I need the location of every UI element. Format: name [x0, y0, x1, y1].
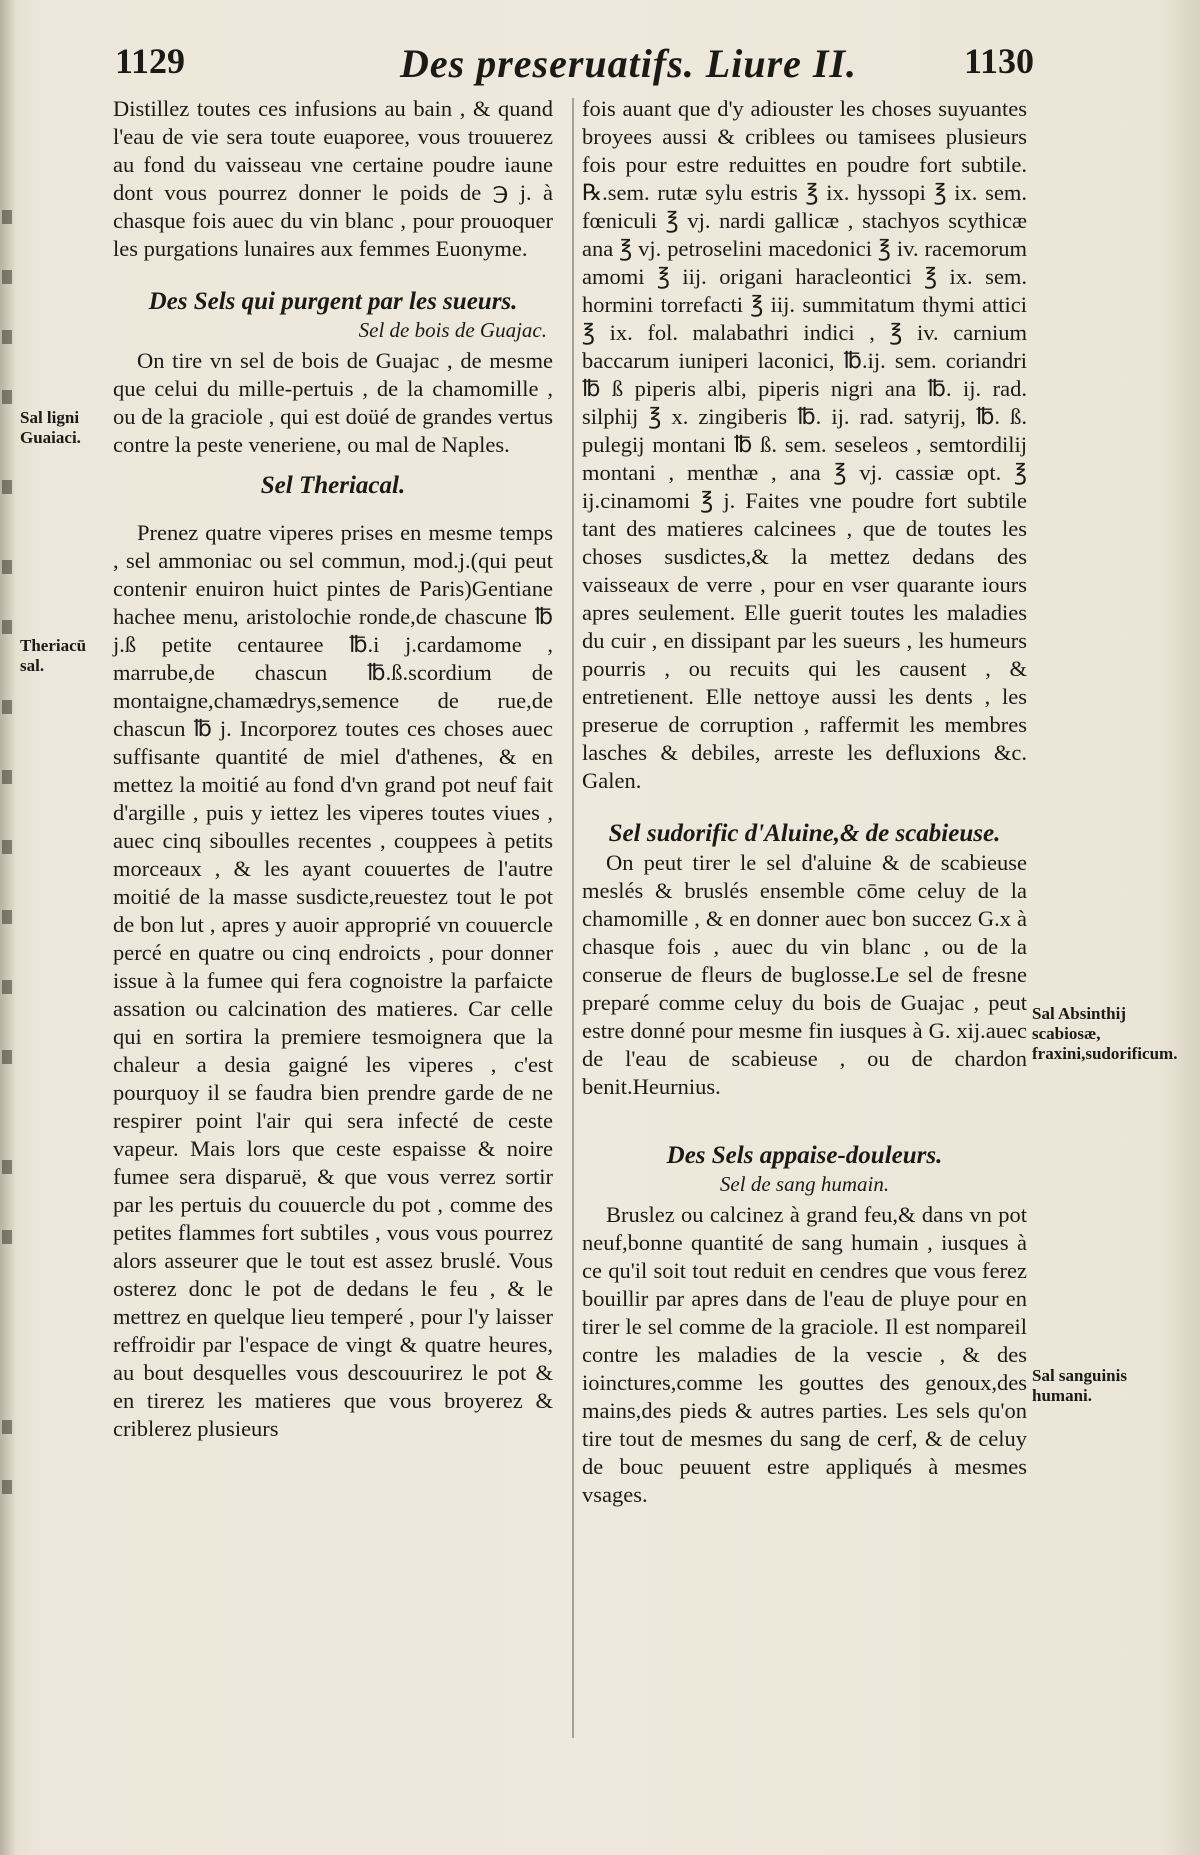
page-number-left: 1129	[115, 41, 186, 81]
running-head	[110, 40, 1034, 90]
margin-note-theriacum: Theriacū sal.	[20, 636, 87, 675]
section-subheading: Sel de bois de Guajac.	[358, 318, 547, 342]
column-divider	[572, 98, 574, 1738]
margin-note-sanguinis: Sal sanguinis humani.	[1032, 1366, 1127, 1405]
paragraph: fois auant que d'y adiouster les choses suyuantes broyees aussi & criblees ou tamisees plusieurs fois pour estre reduittes en poudre fort subtile. ℞.sem. rutæ sylu estris ℥ ix. hyssopi ℥ ix. sem. fœniculi ℥ vj. nardi gallicæ , stachyos scythicæ ana ℥ vj. petroselini macedonici ℥ iv. racemorum amomi ℥ iij. origani haracleontici ℥ ix. sem. hormini torrefacti ℥ iij. summitatum thymi attici ℥ ix. fol. malabathri indici , ℥ iv. carnium baccarum iuniperi laconici, ℔.ij. sem. coriandri ℔ ß piperis albi, piperis nigri ana ℔. ij. rad. silphij ℥ x. zingiberis ℔. ij. rad. satyrij, ℔. ß. pulegij montani ℔ ß. sem. seseleos , semtordilij montani , menthæ , ana ℥ vj. cassiæ opt. ℥ ij.cinamomi ℥ j. Faites vne poudre fort subtile tant des matieres calcinees , que de toutes les choses susdictes,& la mettez dedans des vaisseaux de verre , pour en vser quarante iours apres seulement. Elle guerit toutes les maladies du cuir , en dissipant par les sueurs , les humeurs pourris , ou recuits qui les causent , & entretienent. Elle nettoye aussi les dents , les preserue de corruption , raffermit les membres lasches & debiles, arreste les defluxions &c. Galen.	[582, 96, 1027, 793]
page-number-right: 1130	[963, 41, 1034, 81]
paragraph: Prenez quatre viperes prises en mesme temps , sel ammoniac ou sel commun, mod.j.(qui peut contenir enuiron huict pintes de Paris)Gentiane hachee menu, aristolochie ronde,de chascune ℔ j.ß petite centauree ℔.i j.cardamome , marrube,de chascun ℔.ß.scordium de montaigne,chamædrys,semence de rue,de chascun ℔ j. Incorporez toutes ces choses auec suffisante quantité de miel d'athenes, & en mettez la moitié au fond d'vn grand pot neuf fait d'argille , puis y iettez les viperes toutes viues , auec cinq siboulles recentes , couppees à petits morceaux , & les ayant couuertes de l'autre moitié de la masse susdicte,reuestez tout le pot de bon lut , apres y auoir approprié vn couuercle percé en quatre ou cinq endroicts , pour donner issue à la fumee qui fera cognoistre la parfaicte assation ou calcination des matieres. Car celle qui en sortira la premiere tesmoignera que la chaleur a desia gaigné les viperes , c'est pourquoy il se faudra bien prendre garde de ne respirer point l'air qui sera infecté de ceste vapeur. Mais lors que ceste espaisse & noire fumee sera disparuë, & que vous verrez sortir par les pertuis du couuercle du pot , comme des petites flammes fort subtiles , vous vous pourrez alors asseurer que le tout est assez bruslé. Vous osterez donc le pot de dedans le feu , & le mettrez en quelque lieu temperé , pour l'y laisser reffroidir par l'espace de vingt & quatre heures, au bout desquelles vous descouurirez le pot & en tirerez les matieres que vous broyerez & criblerez plusieurs	[113, 520, 553, 1441]
binding-edge	[0, 0, 18, 1855]
section-heading: Des Sels appaise-douleurs.	[666, 1142, 943, 1169]
right-column	[582, 95, 1027, 1745]
paragraph: Bruslez ou calcinez à grand feu,& dans vn pot neuf,bonne quantité de sang humain , iusques à ce qu'il soit tout reduit en cendres que vous ferez bouillir par apres dans de l'eau de pluye pour en tirer le sel comme de la graciole. Il est nompareil contre les maladies de la vescie , & des ioinctures,comme les gouttes des genoux,des mains,des pieds & autres parties. Les sels qu'on tire tout de mesmes du sang de cerf, & de celuy de bouc peuuent estre appliqués à mesmes vsages.	[582, 1202, 1027, 1507]
margin-note-absinthii: Sal Absinthij scabiosæ, fraxini,sudorificum.	[1032, 1004, 1178, 1063]
paragraph: Distillez toutes ces infusions au bain , & quand l'eau de vie sera toute euaporee, vous trouuerez au fond du vaisseau vne certaine poudre iaune dont vous pourrez donner le poids de ℈ j. à chasque fois auec du vin blanc , pour prouoquer les purgations lunaires aux femmes Euonyme.	[113, 96, 553, 261]
section-heading: Des Sels qui purgent par les sueurs.	[148, 288, 518, 315]
section-heading: Sel Theriacal.	[260, 472, 406, 499]
paragraph: On tire vn sel de bois de Guajac , de mesme que celui du mille-pertuis , de la chamomille , ou de la graciole , qui est doüé de grandes vertus contre la peste veneriene, ou mal de Naples.	[113, 348, 553, 457]
section-heading: Sel sudorific d'Aluine,& de scabieuse.	[608, 820, 1001, 847]
section-subheading: Sel de sang humain.	[719, 1172, 890, 1196]
paragraph: On peut tirer le sel d'aluine & de scabieuse meslés & bruslés ensemble cōme celuy de la chamomille , & en donner auec bon succez G.x à chasque fois , auec du vin blanc , ou de la conserue de fleurs de buglosse.Le sel de fresne preparé comme celuy du bois de Guajac , peut estre donné pour mesme fin iusques à G. xij.auec de l'eau de scabieuse , ou de chardon benit.Heurnius.	[582, 850, 1027, 1099]
running-title: Des preseruatifs. Liure II.	[400, 41, 858, 86]
margin-note-guaiaci: Sal ligni Guaiaci.	[20, 408, 81, 447]
left-column	[113, 95, 553, 1745]
